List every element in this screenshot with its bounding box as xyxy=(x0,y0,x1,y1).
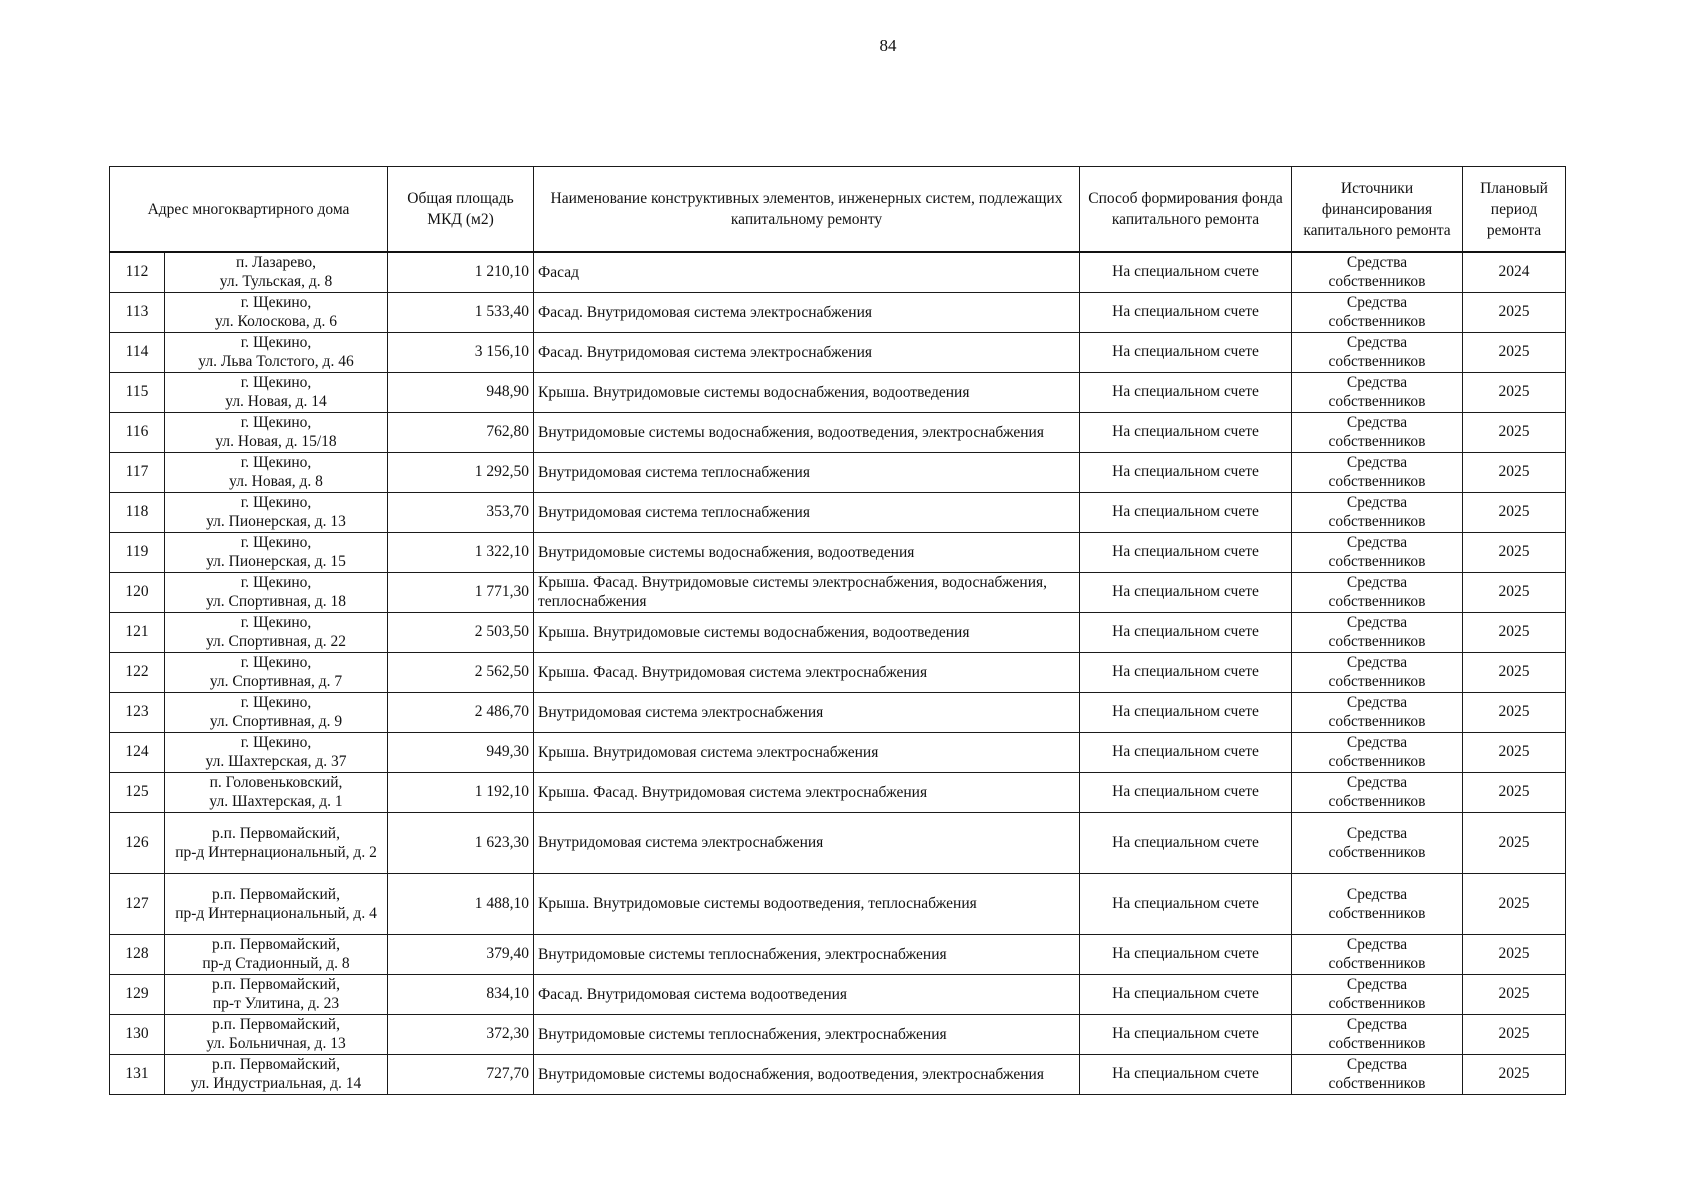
address-street: ул. Спортивная, д. 7 xyxy=(209,673,343,690)
source-line-2: собственников xyxy=(1328,793,1426,810)
address-cell xyxy=(165,692,388,732)
period-cell: 2025 xyxy=(1463,532,1566,572)
address-cell xyxy=(165,292,388,332)
address-street: ул. Шахтерская, д. 37 xyxy=(205,753,347,770)
header-area: Общая площадь МКД (м2) xyxy=(388,167,534,253)
elements-cell: Внутридомовые системы водоснабжения, водоотведения xyxy=(534,532,1080,572)
source-line-2: собственников xyxy=(1328,753,1426,770)
address-cell xyxy=(165,652,388,692)
period-cell: 2025 xyxy=(1463,292,1566,332)
address-street: ул. Пионерская, д. 15 xyxy=(206,553,346,570)
address-locality: г. Щекино, xyxy=(240,614,312,631)
source-cell xyxy=(1292,252,1463,292)
source-line-2: собственников xyxy=(1328,273,1426,291)
table-row xyxy=(110,332,1566,372)
elements-cell: Фасад. Внутридомовая система электроснабжения xyxy=(534,292,1080,332)
method-cell: На специальном счете xyxy=(1080,412,1292,452)
source-line-2: собственников xyxy=(1328,313,1426,330)
source-line-2: собственников xyxy=(1328,553,1426,570)
address-street: ул. Новая, д. 15/18 xyxy=(215,433,337,450)
address-locality: г. Щекино, xyxy=(240,654,312,671)
table-row xyxy=(110,812,1566,873)
source-line-1: Средства xyxy=(1346,1016,1408,1033)
table-row xyxy=(110,612,1566,652)
source-line-2: собственников xyxy=(1328,353,1426,370)
header-address: Адрес многоквартирного дома xyxy=(110,167,388,253)
address-locality: п. Головеньковский, xyxy=(209,774,343,791)
address-cell xyxy=(165,1054,388,1094)
elements-cell: Крыша. Внутридомовые системы водоснабжения, водоотведения xyxy=(534,372,1080,412)
address-street: пр-д Интернациональный, д. 4 xyxy=(175,904,377,922)
area-cell: 2 562,50 xyxy=(388,652,534,692)
elements-cell: Фасад. Внутридомовая система электроснабжения xyxy=(534,332,1080,372)
address-locality: г. Щекино, xyxy=(240,494,312,511)
period-cell: 2025 xyxy=(1463,332,1566,372)
address-cell xyxy=(165,252,388,292)
source-line-1: Средства xyxy=(1346,454,1408,471)
method-cell: На специальном счете xyxy=(1080,812,1292,873)
source-line-1: Средства xyxy=(1346,774,1408,791)
address-cell xyxy=(165,732,388,772)
address-cell xyxy=(165,812,388,873)
row-number: 113 xyxy=(110,292,165,332)
area-cell: 1 322,10 xyxy=(388,532,534,572)
row-number: 131 xyxy=(110,1054,165,1094)
source-line-2: собственников xyxy=(1328,713,1426,730)
method-cell: На специальном счете xyxy=(1080,934,1292,974)
table-row xyxy=(110,934,1566,974)
address-cell xyxy=(165,934,388,974)
source-cell xyxy=(1292,412,1463,452)
address-locality: г. Щекино, xyxy=(240,414,312,431)
row-number: 114 xyxy=(110,332,165,372)
elements-cell: Внутридомовая система теплоснабжения xyxy=(534,452,1080,492)
elements-cell: Крыша. Внутридомовая система электроснабжения xyxy=(534,732,1080,772)
address-locality: г. Щекино, xyxy=(240,534,312,551)
address-cell xyxy=(165,332,388,372)
address-street: пр-д Стадионный, д. 8 xyxy=(202,955,350,972)
row-number: 122 xyxy=(110,652,165,692)
address-street: ул. Пионерская, д. 13 xyxy=(206,513,346,530)
table-row xyxy=(110,1014,1566,1054)
table-row xyxy=(110,292,1566,332)
method-cell: На специальном счете xyxy=(1080,572,1292,612)
source-cell xyxy=(1292,692,1463,732)
source-cell xyxy=(1292,812,1463,873)
address-street: ул. Больничная, д. 13 xyxy=(206,1035,346,1052)
source-line-2: собственников xyxy=(1328,593,1426,610)
table-row xyxy=(110,372,1566,412)
area-cell: 2 486,70 xyxy=(388,692,534,732)
source-line-2: собственников xyxy=(1328,393,1426,410)
period-cell: 2025 xyxy=(1463,572,1566,612)
table-row xyxy=(110,412,1566,452)
method-cell: На специальном счете xyxy=(1080,873,1292,934)
header-elements: Наименование конструктивных элементов, инженерных систем, подлежащих капитальному ремонту xyxy=(534,167,1080,253)
address-street: ул. Новая, д. 14 xyxy=(225,393,327,410)
period-cell: 2025 xyxy=(1463,974,1566,1014)
address-locality: г. Щекино, xyxy=(240,574,312,591)
address-locality: р.п. Первомайский, xyxy=(212,1016,340,1033)
source-line-1: Средства xyxy=(1346,374,1408,391)
elements-cell: Крыша. Фасад. Внутридомовая система электроснабжения xyxy=(534,772,1080,812)
source-line-1: Средства xyxy=(1346,534,1408,551)
period-cell: 2025 xyxy=(1463,1054,1566,1094)
area-cell: 834,10 xyxy=(388,974,534,1014)
row-number: 126 xyxy=(110,812,165,873)
address-street: пр-д Интернациональный, д. 2 xyxy=(175,843,377,861)
method-cell: На специальном счете xyxy=(1080,652,1292,692)
source-line-2: собственников xyxy=(1328,513,1426,530)
source-line-1: Средства xyxy=(1346,734,1408,751)
header-method: Способ формирования фонда капитального ремонта xyxy=(1080,167,1292,253)
period-cell: 2025 xyxy=(1463,372,1566,412)
period-cell: 2025 xyxy=(1463,772,1566,812)
area-cell: 727,70 xyxy=(388,1054,534,1094)
area-cell: 353,70 xyxy=(388,492,534,532)
method-cell: На специальном счете xyxy=(1080,772,1292,812)
method-cell: На специальном счете xyxy=(1080,732,1292,772)
table-row xyxy=(110,1054,1566,1094)
row-number: 115 xyxy=(110,372,165,412)
source-line-1: Средства xyxy=(1346,294,1408,311)
address-cell xyxy=(165,1014,388,1054)
source-line-1: Средства xyxy=(1346,694,1408,711)
address-locality: р.п. Первомайский, xyxy=(212,976,340,993)
table-row xyxy=(110,732,1566,772)
row-number: 127 xyxy=(110,873,165,934)
source-cell xyxy=(1292,372,1463,412)
method-cell: На специальном счете xyxy=(1080,292,1292,332)
address-locality: г. Щекино, xyxy=(240,454,312,471)
address-locality: р.п. Первомайский, xyxy=(212,1056,340,1073)
table-row xyxy=(110,532,1566,572)
row-number: 123 xyxy=(110,692,165,732)
source-cell xyxy=(1292,492,1463,532)
source-line-1: Средства xyxy=(1346,936,1408,953)
table-header-row xyxy=(110,167,1566,253)
address-street: ул. Колоскова, д. 6 xyxy=(214,313,338,330)
address-street: ул. Спортивная, д. 18 xyxy=(205,593,347,610)
source-cell xyxy=(1292,572,1463,612)
source-line-2: собственников xyxy=(1328,843,1426,861)
row-number: 116 xyxy=(110,412,165,452)
address-cell xyxy=(165,974,388,1014)
row-number: 118 xyxy=(110,492,165,532)
method-cell: На специальном счете xyxy=(1080,492,1292,532)
source-line-2: собственников xyxy=(1328,633,1426,650)
period-cell: 2025 xyxy=(1463,412,1566,452)
source-cell xyxy=(1292,612,1463,652)
address-cell xyxy=(165,572,388,612)
period-cell: 2025 xyxy=(1463,1014,1566,1054)
source-line-2: собственников xyxy=(1328,1035,1426,1052)
method-cell: На специальном счете xyxy=(1080,332,1292,372)
address-cell xyxy=(165,452,388,492)
source-line-2: собственников xyxy=(1328,1075,1426,1092)
period-cell: 2025 xyxy=(1463,812,1566,873)
source-line-1: Средства xyxy=(1346,976,1408,993)
address-cell xyxy=(165,772,388,812)
source-line-2: собственников xyxy=(1328,995,1426,1012)
elements-cell: Крыша. Внутридомовые системы водоотведения, теплоснабжения xyxy=(534,873,1080,934)
source-cell xyxy=(1292,732,1463,772)
source-line-1: Средства xyxy=(1346,574,1408,591)
address-street: ул. Новая, д. 8 xyxy=(229,473,323,490)
header-period: Плановый период ремонта xyxy=(1463,167,1566,253)
source-cell xyxy=(1292,332,1463,372)
table-row xyxy=(110,873,1566,934)
elements-cell: Внутридомовые системы теплоснабжения, электроснабжения xyxy=(534,1014,1080,1054)
source-line-1: Средства xyxy=(1346,254,1408,272)
source-cell xyxy=(1292,974,1463,1014)
period-cell: 2025 xyxy=(1463,452,1566,492)
address-street: пр-т Улитина, д. 23 xyxy=(212,995,340,1012)
source-cell xyxy=(1292,772,1463,812)
source-cell xyxy=(1292,652,1463,692)
address-locality: г. Щекино, xyxy=(240,294,312,311)
area-cell: 1 210,10 xyxy=(388,252,534,292)
address-cell xyxy=(165,372,388,412)
method-cell: На специальном счете xyxy=(1080,252,1292,292)
elements-cell: Фасад. Внутридомовая система водоотведения xyxy=(534,974,1080,1014)
area-cell: 762,80 xyxy=(388,412,534,452)
area-cell: 2 503,50 xyxy=(388,612,534,652)
source-cell xyxy=(1292,873,1463,934)
table-row xyxy=(110,452,1566,492)
address-locality: р.п. Первомайский, xyxy=(212,885,340,903)
source-cell xyxy=(1292,452,1463,492)
row-number: 112 xyxy=(110,252,165,292)
elements-cell: Фасад xyxy=(534,252,1080,292)
row-number: 125 xyxy=(110,772,165,812)
address-locality: р.п. Первомайский, xyxy=(212,824,340,842)
table-row xyxy=(110,492,1566,532)
header-source: Источники финансирования капитального ремонта xyxy=(1292,167,1463,253)
period-cell: 2025 xyxy=(1463,934,1566,974)
source-line-1: Средства xyxy=(1346,885,1408,903)
address-locality: г. Щекино, xyxy=(240,374,312,391)
method-cell: На специальном счете xyxy=(1080,372,1292,412)
area-cell: 1 771,30 xyxy=(388,572,534,612)
address-street: ул. Спортивная, д. 22 xyxy=(205,633,347,650)
source-line-1: Средства xyxy=(1346,654,1408,671)
area-cell: 1 623,30 xyxy=(388,812,534,873)
elements-cell: Внутридомовая система электроснабжения xyxy=(534,692,1080,732)
method-cell: На специальном счете xyxy=(1080,974,1292,1014)
row-number: 124 xyxy=(110,732,165,772)
period-cell: 2025 xyxy=(1463,652,1566,692)
period-cell: 2024 xyxy=(1463,252,1566,292)
row-number: 130 xyxy=(110,1014,165,1054)
row-number: 117 xyxy=(110,452,165,492)
address-locality: р.п. Первомайский, xyxy=(212,936,340,953)
area-cell: 1 488,10 xyxy=(388,873,534,934)
address-locality: г. Щекино, xyxy=(240,334,312,351)
period-cell: 2025 xyxy=(1463,492,1566,532)
source-line-2: собственников xyxy=(1328,904,1426,922)
source-line-1: Средства xyxy=(1346,414,1408,431)
source-line-1: Средства xyxy=(1346,824,1408,842)
elements-cell: Внутридомовая система теплоснабжения xyxy=(534,492,1080,532)
area-cell: 3 156,10 xyxy=(388,332,534,372)
address-street: ул. Шахтерская, д. 1 xyxy=(209,793,343,810)
address-street: ул. Тульская, д. 8 xyxy=(219,273,333,291)
source-line-1: Средства xyxy=(1346,494,1408,511)
address-cell xyxy=(165,532,388,572)
area-cell: 948,90 xyxy=(388,372,534,412)
table-row xyxy=(110,252,1566,292)
source-line-2: собственников xyxy=(1328,433,1426,450)
table-row xyxy=(110,692,1566,732)
elements-cell: Крыша. Фасад. Внутридомовые системы электроснабжения, водоснабжения, теплоснабжения xyxy=(534,572,1080,612)
address-cell xyxy=(165,873,388,934)
address-street: ул. Льва Толстого, д. 46 xyxy=(198,353,354,370)
source-cell xyxy=(1292,292,1463,332)
area-cell: 372,30 xyxy=(388,1014,534,1054)
period-cell: 2025 xyxy=(1463,692,1566,732)
elements-cell: Крыша. Внутридомовые системы водоснабжения, водоотведения xyxy=(534,612,1080,652)
period-cell: 2025 xyxy=(1463,873,1566,934)
table-body xyxy=(110,252,1566,1094)
address-locality: г. Щекино, xyxy=(240,694,312,711)
address-cell xyxy=(165,612,388,652)
area-cell: 379,40 xyxy=(388,934,534,974)
period-cell: 2025 xyxy=(1463,732,1566,772)
source-cell xyxy=(1292,532,1463,572)
method-cell: На специальном счете xyxy=(1080,532,1292,572)
address-locality: г. Щекино, xyxy=(240,734,312,751)
source-line-2: собственников xyxy=(1328,955,1426,972)
table-row xyxy=(110,572,1566,612)
source-line-1: Средства xyxy=(1346,334,1408,351)
elements-cell: Внутридомовые системы теплоснабжения, электроснабжения xyxy=(534,934,1080,974)
table-row xyxy=(110,652,1566,692)
method-cell: На специальном счете xyxy=(1080,1054,1292,1094)
row-number: 128 xyxy=(110,934,165,974)
source-cell xyxy=(1292,1014,1463,1054)
address-locality: п. Лазарево, xyxy=(236,254,316,272)
row-number: 120 xyxy=(110,572,165,612)
area-cell: 1 192,10 xyxy=(388,772,534,812)
elements-cell: Внутридомовая система электроснабжения xyxy=(534,812,1080,873)
table-row xyxy=(110,974,1566,1014)
method-cell: На специальном счете xyxy=(1080,692,1292,732)
area-cell: 1 533,40 xyxy=(388,292,534,332)
elements-cell: Крыша. Фасад. Внутридомовая система электроснабжения xyxy=(534,652,1080,692)
method-cell: На специальном счете xyxy=(1080,452,1292,492)
method-cell: На специальном счете xyxy=(1080,612,1292,652)
area-cell: 1 292,50 xyxy=(388,452,534,492)
table-row xyxy=(110,772,1566,812)
address-cell xyxy=(165,412,388,452)
method-cell: На специальном счете xyxy=(1080,1014,1292,1054)
row-number: 129 xyxy=(110,974,165,1014)
period-cell: 2025 xyxy=(1463,612,1566,652)
row-number: 121 xyxy=(110,612,165,652)
source-line-2: собственников xyxy=(1328,673,1426,690)
repair-plan-table xyxy=(109,166,1566,1095)
source-cell xyxy=(1292,1054,1463,1094)
address-street: ул. Спортивная, д. 9 xyxy=(209,713,343,730)
address-street: ул. Индустриальная, д. 14 xyxy=(190,1075,362,1092)
page-number: 84 xyxy=(879,36,897,55)
source-line-1: Средства xyxy=(1346,614,1408,631)
row-number: 119 xyxy=(110,532,165,572)
source-line-2: собственников xyxy=(1328,473,1426,490)
elements-cell: Внутридомовые системы водоснабжения, водоотведения, электроснабжения xyxy=(534,412,1080,452)
source-line-1: Средства xyxy=(1346,1056,1408,1073)
source-cell xyxy=(1292,934,1463,974)
elements-cell: Внутридомовые системы водоснабжения, водоотведения, электроснабжения xyxy=(534,1054,1080,1094)
address-cell xyxy=(165,492,388,532)
area-cell: 949,30 xyxy=(388,732,534,772)
